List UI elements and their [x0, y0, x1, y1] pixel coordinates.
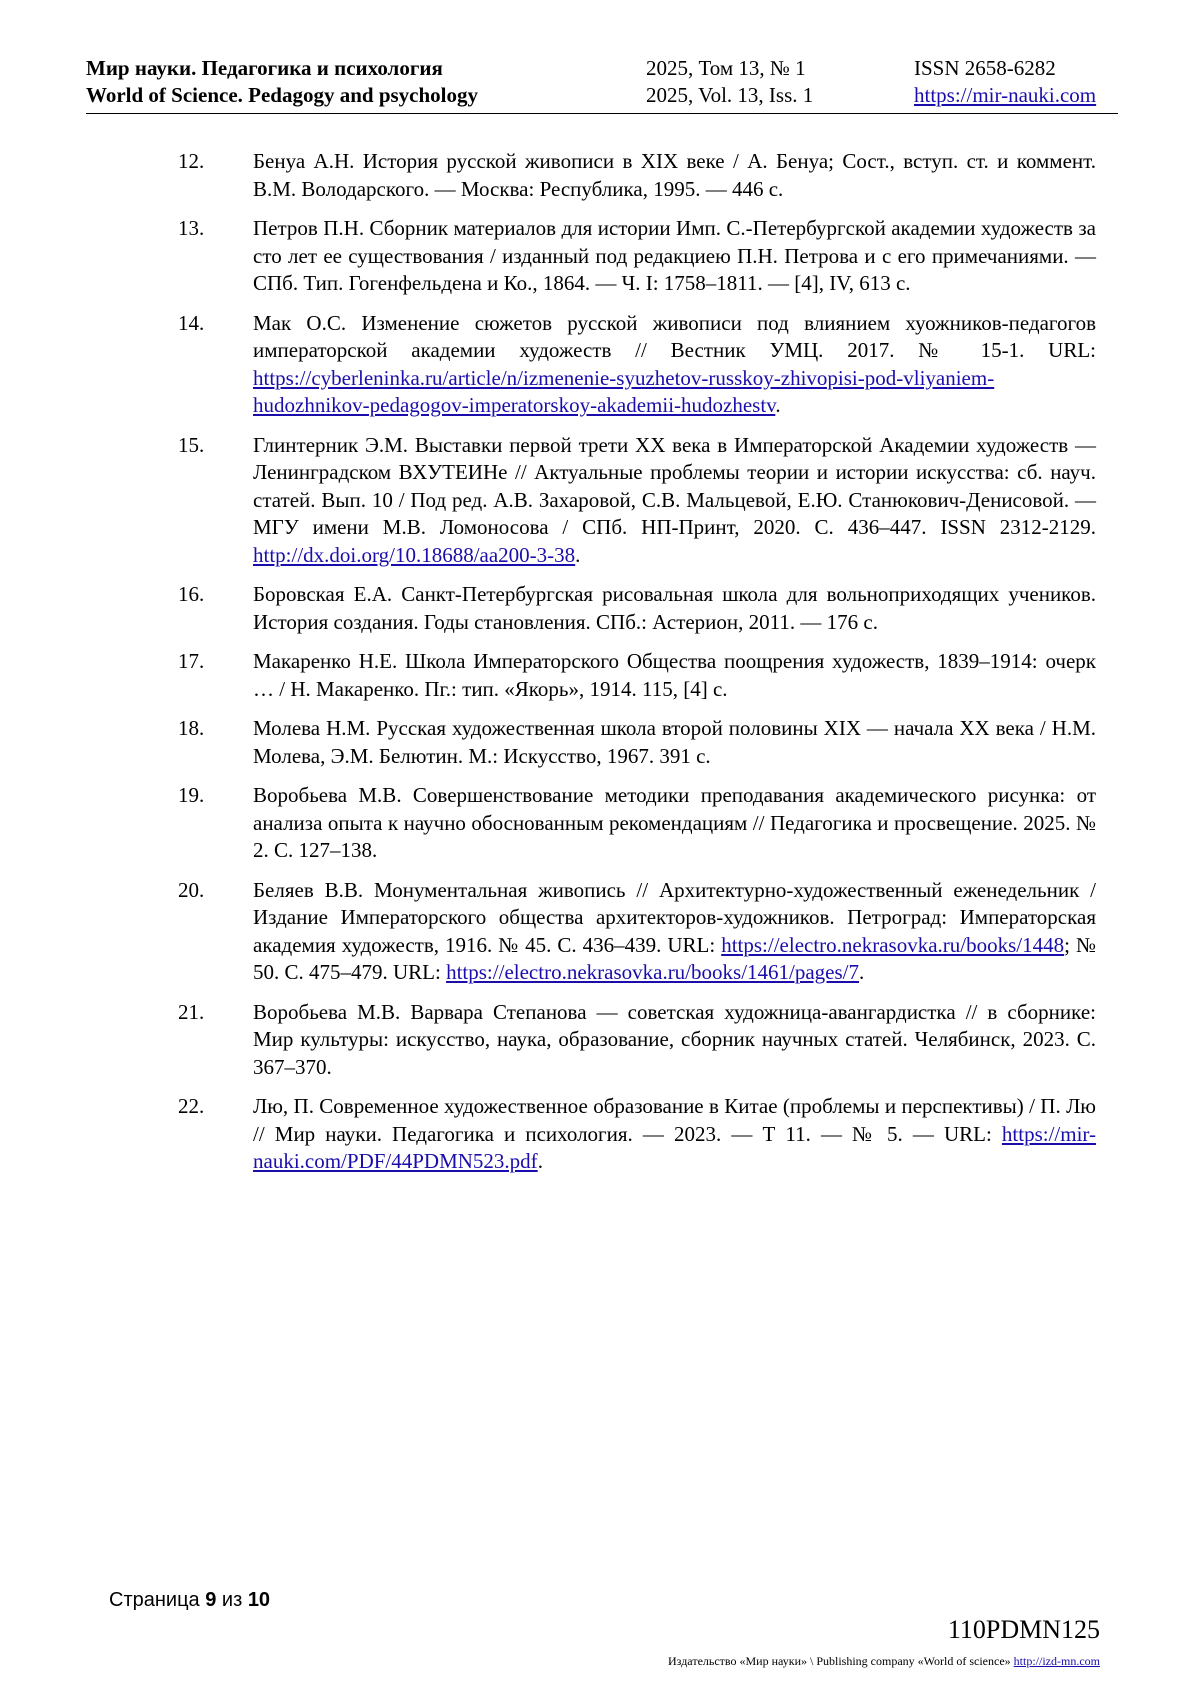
- reference-item: [178, 215, 1096, 298]
- reference-text: [253, 1093, 1096, 1176]
- journal-title-ru: Мир науки. Педагогика и психология: [86, 56, 443, 80]
- reference-item: [178, 999, 1096, 1082]
- reference-item: [178, 581, 1096, 636]
- publisher-line: [668, 1654, 1100, 1669]
- reference-list: [178, 148, 1096, 1188]
- reference-item: [178, 648, 1096, 703]
- reference-link[interactable]: http://dx.doi.org/10.18688/aa200-3-38: [253, 542, 576, 567]
- reference-link[interactable]: https://electro.nekrasovka.ru/books/1461/pages/7: [446, 960, 860, 984]
- reference-text: [253, 148, 1096, 203]
- page-total: 10: [247, 1589, 271, 1611]
- reference-item: [178, 877, 1096, 987]
- reference-number: 12.: [178, 149, 205, 173]
- reference-body: Молева Н.М. Русская художественная школа второй половины XIX — начала XX века / Н.М. Молева, Э.М. Белютин. М.: Искусство, 1967. 391 с.: [253, 716, 1096, 768]
- reference-text: [253, 782, 1096, 865]
- reference-body: Лю, П. Современное художественное образование в Китае (проблемы и перспективы) / П. Лю // Мир науки. Педагогика и психология. — 2023. — Т 11. — № 5. — URL:: [253, 1094, 1096, 1146]
- reference-text: [253, 715, 1096, 770]
- reference-text: [253, 877, 1096, 987]
- reference-body: Петров П.Н. Сборник материалов для истории Имп. С.-Петербургской академии художеств за сто лет ее существования / изданный под редакциею П.Н. Петрова и с его примечаниями. — СПб. Тип. Гогенфельдена и Ко., 1864. — Ч. I: 1758–1811. — [4], IV, 613 с.: [253, 216, 1096, 295]
- reference-body: Мак О.С. Изменение сюжетов русской живописи под влиянием хуожников-педагогов императорской академии художеств // Вестник УМЦ. 2017. № 15-1. URL:: [253, 310, 1096, 362]
- reference-body: Бенуа А.Н. История русской живописи в XIX веке / А. Бенуа; Сост., вступ. ст. и коммент. В.М. Володарского. — Москва: Республика, 1995. — 446 с.: [253, 149, 1096, 201]
- reference-number: 19.: [178, 783, 205, 807]
- reference-link[interactable]: https://electro.nekrasovka.ru/books/1448: [721, 932, 1065, 957]
- reference-text: [253, 581, 1096, 636]
- page-label: Страница: [109, 1589, 200, 1611]
- reference-body: Воробьева М.В. Варвара Степанова — советская художница-авангардистка // в сборнике: Мир культуры: искусство, наука, образование, сборник научных статей. Челябинск, 2023. С. 367–370.: [253, 999, 1096, 1079]
- reference-item: [178, 432, 1096, 570]
- reference-item: [178, 1093, 1096, 1176]
- reference-number: 13.: [178, 216, 205, 240]
- issn: ISSN 2658-6282: [914, 56, 1056, 80]
- reference-number: 18.: [178, 716, 205, 740]
- reference-tail: .: [775, 393, 781, 417]
- issue-info-ru: 2025, Том 13, № 1: [646, 56, 806, 80]
- reference-number: 16.: [178, 582, 205, 606]
- reference-body: Боровская Е.А. Санкт-Петербургская рисовальная школа для вольноприходящих учеников. История создания. Годы становления. СПб.: Астерион, 2011. — 176 с.: [253, 582, 1096, 634]
- reference-text: [253, 648, 1096, 703]
- reference-tail: .: [537, 1149, 543, 1173]
- reference-number: 17.: [178, 649, 205, 673]
- reference-number: 14.: [178, 310, 205, 335]
- reference-link[interactable]: https://cyberleninka.ru/article/n/izmenenie-syuzhetov-russkoy-zhivopisi-pod-vliyaniem-hudozhnikov-pedagogov-imperatorskoy-akademii-hudozhestv: [253, 365, 995, 417]
- reference-tail: ; № 50. С. 475–479. URL:: [253, 932, 1097, 984]
- reference-item: [178, 715, 1096, 770]
- journal-title-en: World of Science. Pedagogy and psychology: [86, 83, 479, 107]
- publisher-link[interactable]: http://izd-mn.com: [1013, 1654, 1100, 1668]
- reference-body: Глинтерник Э.М. Выставки первой трети XX века в Императорской Академии художеств — Ленинградском ВХУТЕИНе // Актуальные проблемы теории и истории искусства: сб. науч. статей. Вып. 10 / Под ред. А.В. Захаровой, С.В. Мальцевой, Е.Ю. Станюкович-Денисовой. — МГУ имени М.В. Ломоносова / СПб. НП-Принт, 2020. С. 436–447. ISSN 2312-2129.: [253, 432, 1096, 539]
- reference-text: [253, 215, 1096, 298]
- reference-number: 21.: [178, 999, 205, 1024]
- page-number: [109, 1589, 270, 1612]
- journal-site-link[interactable]: https://mir-nauki.com: [914, 83, 1097, 107]
- reference-body: Макаренко Н.Е. Школа Императорского Общества поощрения художеств, 1839–1914: очерк … / Н. Макаренко. Пг.: тип. «Якорь», 1914. 115, [4] с.: [253, 649, 1096, 701]
- reference-number: 15.: [178, 432, 205, 457]
- reference-text: [253, 999, 1096, 1082]
- reference-item: [178, 782, 1096, 865]
- reference-body: Беляев В.В. Монументальная живопись // Архитектурно-художественный еженедельник / Издание Императорского общества архитекторов-художников. Петроград: Императорская академия художеств, 1916. № 45. С. 436–439. URL:: [253, 877, 1096, 957]
- issue-info-en: 2025, Vol. 13, Iss. 1: [646, 83, 814, 107]
- reference-number: 20.: [178, 877, 205, 902]
- page-of: из: [221, 1589, 243, 1611]
- reference-number: 22.: [178, 1094, 205, 1118]
- publisher-text: Издательство «Мир науки» \ Publishing company «World of science»: [668, 1654, 1011, 1668]
- reference-item: [178, 310, 1096, 420]
- reference-tail: .: [859, 960, 865, 984]
- reference-text: [253, 310, 1096, 420]
- page-current: 9: [205, 1589, 217, 1611]
- reference-tail: .: [575, 542, 581, 567]
- reference-text: [253, 432, 1096, 570]
- page-header: [86, 55, 1118, 114]
- reference-item: [178, 148, 1096, 203]
- reference-body: Воробьева М.В. Совершенствование методики преподавания академического рисунка: от анализа опыта к научно обоснованным рекомендациям // Педагогика и просвещение. 2025. № 2. С. 127–138.: [253, 783, 1096, 862]
- reference-link[interactable]: https://mir-nauki.com/PDF/44PDMN523.pdf: [253, 1121, 1096, 1173]
- article-code: 110PDMN125: [947, 1615, 1100, 1644]
